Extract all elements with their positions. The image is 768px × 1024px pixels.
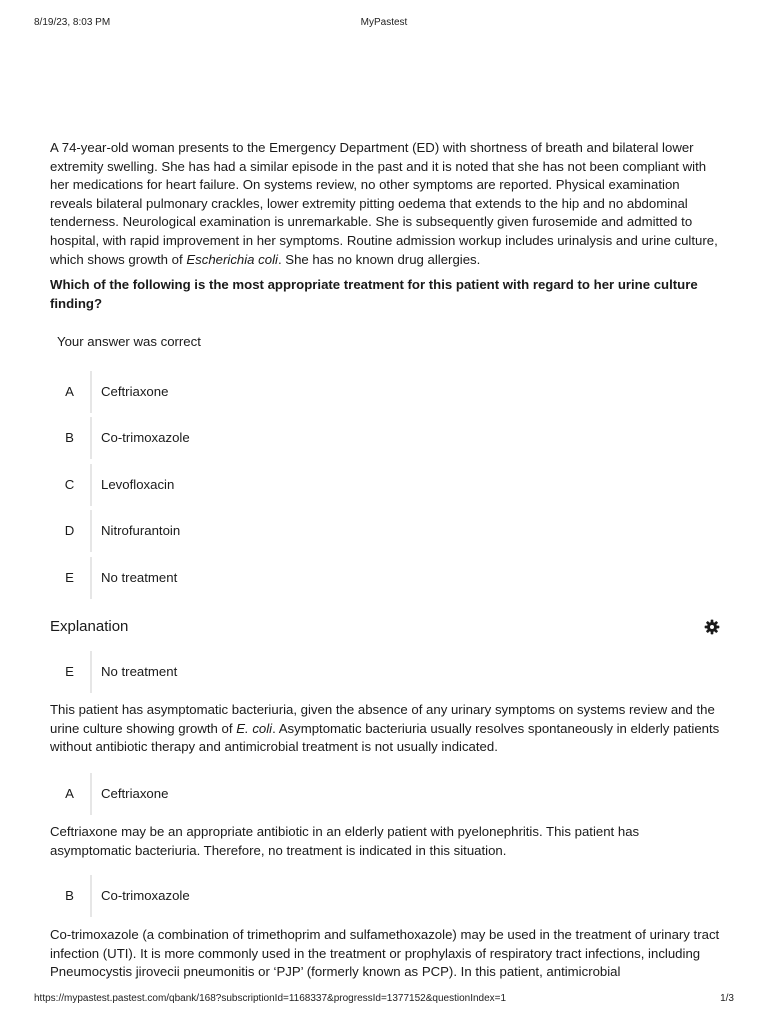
explanation-heading: Explanation — [50, 618, 129, 635]
option-label: Co-trimoxazole — [101, 888, 190, 903]
answer-option-b[interactable] — [50, 417, 450, 459]
option-letter: B — [65, 430, 74, 445]
option-letter: E — [65, 570, 74, 585]
stem-organism: Escherichia coli — [186, 251, 278, 267]
option-divider — [90, 510, 92, 552]
answer-option-a[interactable] — [50, 371, 450, 413]
answer-option-d[interactable] — [50, 510, 450, 552]
option-divider — [90, 651, 92, 693]
explanation-text: Co-trimoxazole (a combination of trimethoprim and sulfamethoxazole) may be used in the treatment of urinary tract infection (UTI). It is more commonly used in the treatment or prophylaxis of respiratory tract infections, including Pneumocystis jirovecii pneumonitis or ‘PJP’ (formerly known as PCP). In this patient, antimicrobial — [50, 927, 720, 980]
explanation-text-a — [50, 823, 722, 860]
option-divider — [90, 371, 92, 413]
option-label: Co-trimoxazole — [101, 430, 190, 445]
option-letter: C — [64, 477, 75, 492]
explanation-organism: E. coli — [236, 720, 273, 736]
option-divider — [90, 464, 92, 506]
option-label: Ceftriaxone — [101, 384, 169, 399]
print-datetime: 8/19/23, 8:03 PM — [34, 17, 111, 28]
explanation-text-e — [50, 701, 722, 757]
explanation-text: This patient has asymptomatic bacteriuria, given the absence of any urinary symptoms on systems review and the urine culture showing growth of — [50, 702, 715, 736]
option-divider — [90, 557, 92, 599]
stem-text: A 74-year-old woman presents to the Emergency Department (ED) with shortness of breath and bilateral lower extremity swelling. She has had a similar episode in the past and it is noted that she has not been compliant with her medications for heart failure. On systems review, no other symptoms are reported. Physical examination reveals bilateral pulmonary crackles, lower extremity pitting oedema that extends to the hip and no abdominal tenderness. Neurological examination is unremarkable. She is subsequently given furosemide and admitted to hospital, with rapid improvement in her symptoms. Routine admission workup includes urinalysis and urine culture, which shows growth of — [50, 140, 718, 267]
option-label: No treatment — [101, 570, 178, 585]
answer-feedback: Your answer was correct — [57, 334, 201, 349]
explanation-text: Ceftriaxone may be an appropriate antibiotic in an elderly patient with pyelonephritis. This patient has asymptomatic bacteriuria. Therefore, no treatment is indicated in this situation. — [50, 824, 640, 858]
explanation-option-b — [50, 875, 450, 917]
print-header — [34, 17, 734, 31]
question-prompt: Which of the following is the most appropriate treatment for this patient with regard to her urine culture finding? — [50, 277, 698, 311]
option-divider — [90, 417, 92, 459]
option-label: No treatment — [101, 664, 178, 679]
option-letter: A — [65, 786, 74, 801]
option-label: Nitrofurantoin — [101, 523, 181, 538]
answer-option-e[interactable] — [50, 557, 450, 599]
option-letter: D — [64, 523, 75, 538]
print-title: MyPastest — [360, 17, 408, 28]
explanation-text-end: . Asymptomatic bacteriuria usually resolves spontaneously in elderly patients without antibiotic therapy and antimicrobial treatment is not usually indicated. — [50, 720, 720, 755]
option-letter: E — [65, 664, 74, 679]
option-letter: B — [65, 888, 74, 903]
explanation-option-e — [50, 651, 450, 693]
option-divider — [90, 773, 92, 815]
explanation-text-b — [50, 926, 722, 982]
explanation-option-a — [50, 773, 450, 815]
option-label: Levofloxacin — [101, 477, 175, 492]
print-footer — [34, 993, 734, 1007]
gear-icon[interactable] — [704, 619, 720, 635]
question-stem — [50, 139, 722, 269]
print-url: https://mypastest.pastest.com/qbank/168?subscriptionId=1168337&progressId=1377152&questionIndex=1 — [34, 993, 507, 1004]
stem-text-end: . She has no known drug allergies. — [277, 251, 481, 267]
page-number: 1/3 — [720, 993, 734, 1004]
option-label: Ceftriaxone — [101, 786, 169, 801]
answer-option-c[interactable] — [50, 464, 450, 506]
option-divider — [90, 875, 92, 917]
option-letter: A — [65, 384, 74, 399]
